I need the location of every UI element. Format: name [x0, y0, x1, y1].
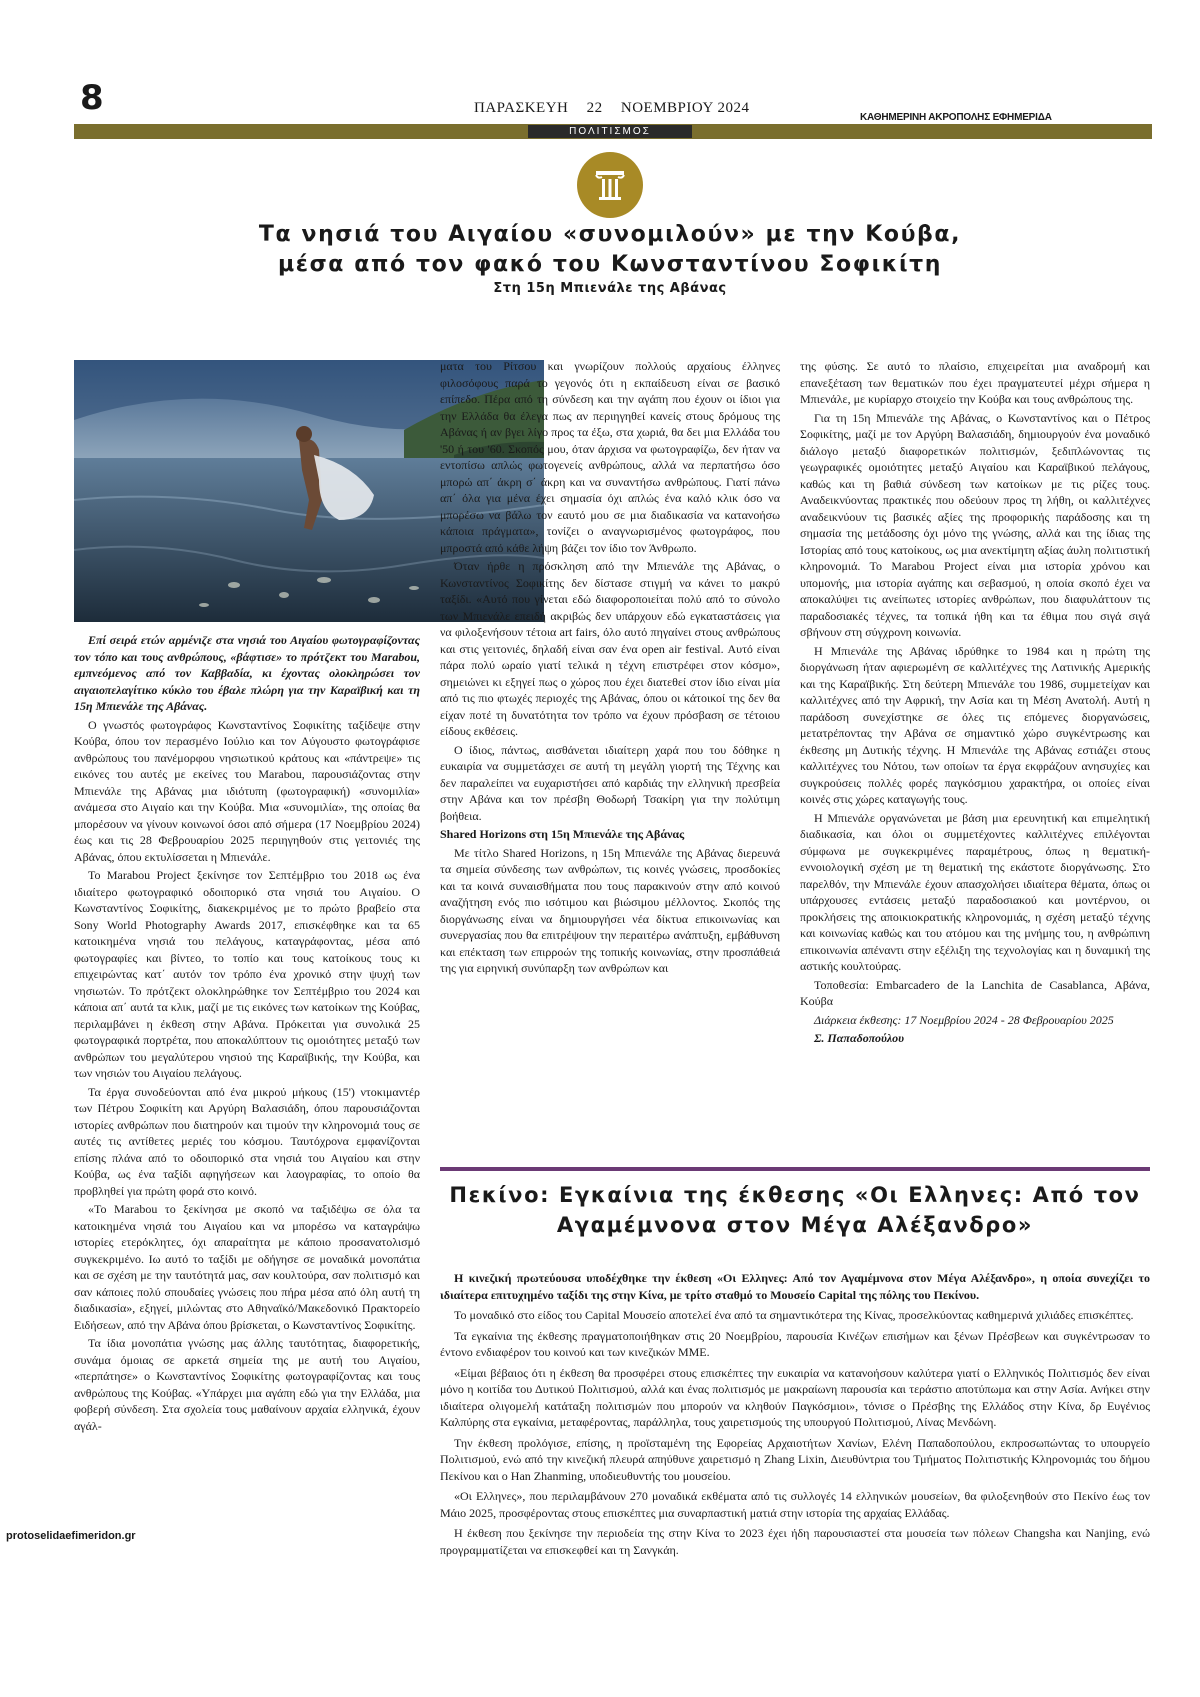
article1-title-line1: Τα νησιά του Αιγαίου «συνομιλούν» με την Κούβα,	[258, 222, 962, 247]
page-number: 8	[80, 78, 104, 118]
article1-subheading: Shared Horizons στη 15η Μπιενάλε της Αβάνας	[440, 827, 685, 841]
article2-lead: Η κινεζική πρωτεύουσα υποδέχθηκε την έκθεση «Οι Ελληνες: Από τον Αγαμέμνονα στον Μέγα Αλέξανδρο», η οποία συνεχίζει το ιδιαίτερα επιτυχημένο ταξίδι της στην Κίνα, με τρίτο σταθμό το Μουσείο Capital της πόλης του Πεκίνου.	[440, 1271, 1150, 1302]
article1-lead: Επί σειρά ετών αρμένιζε στα νησιά του Αιγαίου φωτογραφίζοντας τον τόπο και τους ανθρώπους, «βάφτισε» το πρότζεκτ του Marabou, εμπνεόμενος από τον Καββαδία, κι έχοντας ολοκληρώσει τον αιγαιοπελαγίτικο κύκλο του έβαλε πλώρη για την Καραϊβική και τη 15η Μπιενάλε της Αβάνας.	[74, 633, 420, 713]
exhibition-location: Τοποθεσία: Embarcadero de la Lanchita de Casablanca, Αβάνα, Κούβα	[800, 977, 1150, 1008]
article1-paragraph: Για τη 15η Μπιενάλε της Αβάνας, ο Κωνσταντίνος και ο Πέτρος Σοφικίτης, μαζί με τον Αργύρη Βαλασιάδη, δημιουργούν ένα μοναδικό διάλογο μεταξύ διαφορετικών πολιτισμών, ξεδιπλώνοντας τις γεωγραφικές ομοιότητες μεταξύ Αιγαίου και Καραϊβικού πελάγους, καθώς και τη βαθιά σύνδεση των κατοίκων με τις ρίζες τους. Αναδεικνύοντας πρακτικές που οδεύουν προς τη λήθη, οι καλλιτέχνες αναδεικνύουν τις βασικές αξίες της προφορικής παράδοσης και τη σημασία της μετάδοσης όχι μόνο της γνώσης, αλλά και της ίδιας της Ιστορίας από τους κατοίκους, ως μια ανεκτίμητη αξίας άυλη πολιτιστική κληρονομιά. Το Marabou Project είναι μια ιστορία χρόνου και υπομονής, μια ιστορία αγάπης και σεβασμού, η οποία σκοπό έχει να αποκαλύψει τις ανείπωτες ιστορίες ανθρώπων, που διαφυλάττουν τις παραδοσιακές τέχνες, τα τοπικά ήθη και τα έθιμα που σιγά σιγά σβήνουν στη σύγχρονη κοινωνία.	[800, 410, 1150, 639]
masthead: ΚΑΘΗΜΕΡΙΝΗ ΑΚΡΟΠΟΛΗΣ ΕΦΗΜΕΡΙΔΑ	[860, 112, 1052, 123]
dateline-date: 22	[586, 100, 603, 116]
article1-paragraph: Τα έργα συνοδεύονται από ένα μικρού μήκους (15') ντοκιμαντέρ των Πέτρου Σοφικίτη και Αργύρη Βαλασιάδη, όπου παρουσιάζονται ιστορίες ανθρώπων που διατηρούν και τιμούν την κληρονομιά τους σε αυτές τις αντίθετες μεριές του κόσμου. Ταυτόχρονα εμφανίζονται επίσης πλάνα από το οδοιπορικό στα νησιά του Αιγαίου και στην Κούβα, ως ένα ταξίδι αφηγήσεων και λαογραφίας, το οποίο θα προβληθεί για πρώτη φορά στο κοινό.	[74, 1084, 420, 1198]
article1-column2	[440, 358, 780, 1158]
article2-paragraph: Το μοναδικό στο είδος του Capital Μουσείο αποτελεί ένα από τα σημαντικότερα της Κίνας, προσελκύοντας καθημερινά χιλιάδες επισκέπτες.	[454, 1308, 1134, 1322]
article2-paragraph: «Είμαι βέβαιος ότι η έκθεση θα προσφέρει στους επισκέπτες την ευκαιρία να κατανοήσουν καλύτερα γιατί ο Ελληνικός Πολιτισμός δεν είναι μόνο η κοιτίδα του Δυτικού Πολιτισμού, αλλά και ένας πολιτισμός με μακραίωνη παρουσία και τεράστιο αποτύπωμα και στην Ασία. Ανήκει στην ιδιαίτερα ολιγομελή κατάταξη πολιτισμών που μπορούν να κληθούν Παγκόσμιοι», τόνισε ο Πρέσβης της Ελλάδος στην Κίνα, δρ Ευγένιος Καλπύρης στα εγκαίνια, μεταφέροντας, παράλληλα, τους χαιρετισμούς της υπουργού Πολιτισμού, Λίνας Μενδώνη.	[440, 1365, 1150, 1429]
article2-paragraph: «Οι Ελληνες», που περιλαμβάνουν 270 μοναδικά εκθέματα από τις συλλογές 14 ελληνικών μουσείων, θα φιλοξενηθούν στο Πεκίνο έως τον Μάιο 2025, προσφέροντας στους επισκέπτες μια συναρπαστική ματιά στην ιστορία της αρχαίας Ελλάδας.	[440, 1489, 1150, 1520]
article1-paragraph: Η Μπιενάλε της Αβάνας ιδρύθηκε το 1984 και η πρώτη της διοργάνωση ήταν αφιερωμένη σε καλλιτέχνες της Λατινικής Αμερικής και της Καραϊβικής. Στη δεύτερη Μπιενάλε του 1986, συμμετείχαν και καλλιτέχνες από την Αφρική, την Ασία και τη Μέση Ανατολή. Αυτή η παράδοση συνεχίστηκε σε όλες τις επόμενες διοργανώσεις, μετατρέποντας την Αβάνα σε σημαντικό χώρο συγκέντρωσης και έκθεσης μη Δυτικής τέχνης. Η Μπιενάλε της Αβάνας εστιάζει στους καλλιτέχνες του Νότου, των οποίων τα έργα εκφράζουν ανησυχίες και συγκρούσεις πολλές φορές παγκόσμιου χαρακτήρα, οι οποίες είναι κοινές στις χώρες καταγωγής τους.	[800, 643, 1150, 806]
article2-paragraph: Η έκθεση που ξεκίνησε την περιοδεία της στην Κίνα το 2023 έχει ήδη παρουσιαστεί στα μουσεία των πόλεων Changsha και Nanjing, ενώ προγραμματίζεται να επισκεφθεί και τη Σανγκάη.	[440, 1526, 1150, 1557]
article2-paragraph: Την έκθεση προλόγισε, επίσης, η προϊσταμένη της Εφορείας Αρχαιοτήτων Χανίων, Ελένη Παπαδοπούλου, εκπροσωπώντας το υπουργείο Πολιτισμού, ενώ από την κινεζική πλευρά απηύθυνε χαιρετισμό η Zhang Lixin, Διευθύντρια του Τμήματος Πολιτιστικής Κληρονομιάς του δήμου Πεκίνου και ο Han Zhanming, υποδιευθυντής του μουσείου.	[440, 1435, 1150, 1483]
article1-paragraph: Ο ίδιος, πάντως, αισθάνεται ιδιαίτερη χαρά που του δόθηκε η ευκαιρία να συμμετάσχει σε αυτή τη μεγάλη γιορτή της Τέχνης και δεν παραλείπει να ευχαριστήσει από καρδιάς την ελληνική πρεσβεία στην Αβάνα και τον πρέσβη Θοδωρή Τσακίρη για την πολύτιμη βοήθεια.	[440, 742, 780, 823]
dateline-day: ΠΑΡΑΣΚΕΥΗ	[474, 100, 569, 116]
column-emblem-icon	[577, 152, 643, 218]
article1-paragraph: Το Marabou Project ξεκίνησε τον Σεπτέμβριο του 2018 ως ένα ιδιαίτερο φωτογραφικό οδοιπορικό στα νησιά του Αιγαίου. Ο Κωνσταντίνος Σοφικίτης, διακεκριμένος με το πρώτο βραβείο στα Sony World Photography Awards 2017, επισκέφθηκε και τα 65 κατοικημένα νησιά του πελάγους, καταγράφοντας, μέσα από φωτογραφίες και βίντεο, το τοπίο και τους κατοίκους τους κι επιχειρώντας κατ΄ αυτόν τον τρόπο ένα χρονικό στην ψυχή των νησιωτών. Το πρότζεκτ ολοκληρώθηκε τον Σεπτέμβριο του 2024 και κάποια απ΄ αυτά τα κλικ, μαζί με τις εικόνες των κατοίκων της Κούβας, περιλαμβάνει η έκθεση στην Αβάνα. Πρόκειται για συνολικά 25 φωτογραφικά πορτρέτα, που αποκαλύπτουν τις ομοιότητες μεταξύ των ανθρώπων του μεγαλύτερου νησιού της Καραϊβικής, την Κούβα, και των νησιών του Αιγαίου πελάγους.	[74, 868, 420, 1080]
article1-paragraph: Όταν ήρθε η πρόσκληση από την Μπιενάλε της Αβάνας, ο Κωνσταντίνος Σοφικίτης δεν δίστασε στιγμή να κάνει το μακρύ ταξίδι. «Αυτό που γίνεται εδώ διαφοροποιείται πολύ από το σύνολο των Μπιενάλε επειδή ακριβώς δεν υπάρχουν εδώ εγκαταστάσεις για να φιλοξενήσουν τέτοια art fairs, όλο αυτό πηγαίνει στους ανθρώπους και στις γειτονιές, δηλαδή είναι σαν ένα open air festival. Αυτό είναι πάρα πολύ ωραίο γιατί τελικά η τέχνη επιστρέφει στον κόσμο», σημειώνει κι εξηγεί πως ο χώρος που έχει διατεθεί στον ίδιο είναι μία από τις πιο φτωχές περιοχές της Αβάνας, όπου οι κάτοικοί της δεν θα είχαν ποτέ τη δυνατότητα τον τρόπο να έχουν πρόσβαση σε τέτοιου είδους εκθέσεις.	[440, 559, 780, 738]
article1-paragraph: Η Μπιενάλε οργανώνεται με βάση μια ερευνητική και επιμελητική διαδικασία, και όλοι οι συμμετέχοντες καλλιτέχνες επιλέγονται σύμφωνα με συγκεκριμένες παραμέτρους, όπως η θεματική-εννοιολογική σχέση με τη θεματική της εκάστοτε διοργάνωσης. Στο παρελθόν, την Μπιενάλε έχουν απασχολήσει ιδιαίτερα θέματα, όπως οι υπάρχουσες εντάσεις μεταξύ παραδοσιακού και μοντέρνου, οι προκλήσεις της αποικιοκρατικής κληρονομιάς, η σχέση μεταξύ τέχνης και κοινωνίας καθώς και του ατόμου και της μνήμης του, η ανθρώπινη επικοινωνία απέναντι στην εξέλιξη της τεχνολογίας και η δυναμική της αστικής κουλτούρας.	[800, 810, 1150, 973]
article2-divider	[440, 1167, 1150, 1171]
dateline-month-year: ΝΟΕΜΒΡΙΟΥ 2024	[620, 100, 750, 116]
article1-title	[170, 220, 1050, 280]
article1-subtitle: Στη 15η Μπιενάλε της Αβάνας	[493, 281, 727, 296]
section-label: ΠΟΛΙΤΙΣΜΟΣ	[528, 125, 692, 138]
source-watermark: protoselidaefimeridon.gr	[6, 1530, 136, 1542]
article1-paragraph: ματα του Ρίτσου και γνωρίζουν πολλούς αρχαίους έλληνες φιλοσόφους παρά το γεγονός ότι η εκπαίδευση είναι σε βασικό επίπεδο. Πέρα από τη σύνδεση και την αγάπη που έχουν οι ίδιοι για την Ελλάδα θα έλεγα πως αν περιηγηθεί κανείς στους δρόμους της Αβάνας ή αν βγει λίγο προς τα έξω, στα χωριά, θα δει μια Ελλάδα του '50 ή του '60. Σκοπός μου, όταν άρχισα να φωτογραφίζω, δεν ήταν να εντοπίσω απλώς φωτογενείς ανθρώπους, αλλά να περπατήσω όσο μπορώ απ΄ άκρη σ΄ άκρη και να συναντήσω ανθρώπους. Γιατί πάνω απ΄ όλα για μένα έχει σημασία όχι απλώς ένα καλό κλικ όσο να μπορέσω να βάλω τον εαυτό μου σε μια διαδικασία να κατανοήσω κάποια πράγματα», τονίζει ο αναγνωρισμένος φωτογράφος, που μπροστά από κάθε λήψη βάζει τον ίδιο τον Άνθρωπο.	[440, 359, 780, 555]
article1-title-line2: μέσα από τον φακό του Κωνσταντίνου Σοφικίτη	[277, 252, 943, 277]
article1-paragraph: «Το Marabou το ξεκίνησα με σκοπό να ταξιδέψω σε όλα τα κατοικημένα νησιά του Αιγαίου και να μπορέσω να καταγράψω ιστορίες ετερόκλητες, όχι απαραίτητα με κάποιο προσανατολισμό συγκεκριμένο. Ιω αυτό το ταξίδι με οδήγησε σε μοναδικά μονοπάτια και σε σχέση με την ταυτότητά μας, σαν κουλτούρα, σαν πολιτισμό και σαν κάποιες πολύ σπουδαίες γνώσεις που πήρα μέσα από όλη αυτή τη διαδικασία», εξηγεί, μιλώντας στο Αθηναϊκό/Μακεδονικό Πρακτορείο Ειδήσεων, από την Αβάνα όπου βρίσκεται, ο Κωνσταντίνος Σοφικίτης.	[74, 1202, 420, 1332]
dateline	[474, 100, 764, 117]
article2-title-line2: Αγαμέμνονα στον Μέγα Αλέξανδρο»	[556, 1213, 1034, 1237]
article2-body	[440, 1270, 1150, 1610]
article1-signature: Σ. Παπαδοπούλου	[814, 1031, 905, 1045]
article1-column1	[74, 632, 420, 1632]
article1-paragraph: Τα ίδια μονοπάτια γνώσης μας άλλης ταυτότητας, διαφορετικής, συνάμα όμοιας σε αρκετά σημεία της με αυτή του Αιγαίου, «περπάτησε» ο Κωνσταντίνος Σοφικίτης φωτογραφίζοντας και τους ανθρώπους της Κούβας. «Υπάρχει μια αγάπη εδώ για την Ελλάδα, μια φοβερή σύνδεση. Στα σχολεία τους μαθαίνουν αρχαία ελληνικά, έχουν αγάλ-	[74, 1336, 420, 1433]
article1-paragraph: Ο γνωστός φωτογράφος Κωνσταντίνος Σοφικίτης ταξίδεψε στην Κούβα, όπου τον περασμένο Ιούλιο και τον Αύγουστο φωτογράφισε ανθρώπους του πανέμορφου νησιωτικού κράτους και «πάντρεψε» τις εικόνες του αυτές με εκείνες του Marabou, παρουσιάζοντας στην Μπιενάλε της Αβάνας μια ιδιότυπη (φωτογραφική) «συνομιλία» ανάμεσα στο Αιγαίο και την Κούβα. Μια «συνομιλία», της οποίας θα μπορέσουν να γίνουν κοινωνοί όσοι από σήμερα (17 Νοεμβρίου 2024) έως και τις 28 Φεβρουαρίου 2025 περιηγηθούν στις γειτονιές της Αβάνας, όπου εκτυλίσσεται η Μπιενάλε.	[74, 717, 420, 864]
exhibition-duration: Διάρκεια έκθεσης: 17 Νοεμβρίου 2024 - 28 Φεβρουαρίου 2025	[814, 1012, 1114, 1027]
article1-column3	[800, 358, 1150, 1178]
article2-paragraph: Τα εγκαίνια της έκθεσης πραγματοποιήθηκαν στις 20 Νοεμβρίου, παρουσία Κινέζων επισήμων και ξένων Πρέσβεων και συγκέντρωσαν το έντονο ενδιαφέρον του κοινού και των κινεζικών ΜΜΕ.	[440, 1328, 1150, 1359]
article2-title-line1: Πεκίνο: Εγκαίνια της έκθεσης «Οι Ελληνες: Από τον	[449, 1183, 1141, 1207]
article1-paragraph: Με τίτλο Shared Horizons, η 15η Μπιενάλε της Αβάνας διερευνά τα σημεία σύνδεσης των ανθρώπων, τις κοινές γνώσεις, προσδοκίες και τα κοινά συναισθήματα που τους παρακινούν στην από κοινού αναζήτηση ενός πιο ισότιμου και βιώσιμου μέλλοντος. Σκοπός της διοργάνωσης είναι να δημιουργήσει νέα δίκτυα επικοινωνίας και συνεργασίας που θα επιτρέψουν την περαιτέρω ανάπτυξη, εμβάθυνση και επέκταση των επιρροών της τοπικής κοινωνίας, στην προσπάθειά της για ειρηνική συνύπαρξη των ανθρώπων και	[440, 845, 780, 975]
article2-title	[440, 1180, 1150, 1240]
article1-paragraph: της φύσης. Σε αυτό το πλαίσιο, επιχειρείται μια αναδρομή και επανεξέταση των θεματικών που έχει πραγματευτεί μέχρι σήμερα η Μπιενάλε, με κυρίαρχο στοιχείο την Κούβα και τους ανθρώπους της.	[800, 359, 1150, 406]
